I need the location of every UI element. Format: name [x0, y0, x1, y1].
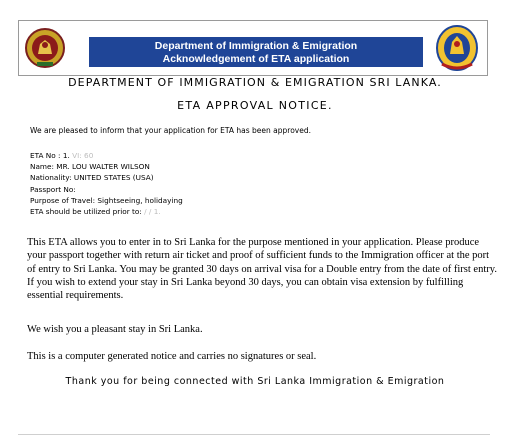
banner-line-1: Department of Immigration & Emigration — [154, 40, 358, 52]
nationality-row: Nationality: UNITED STATES (USA) — [30, 173, 154, 183]
eta-no-label: ETA No : 1. — [30, 151, 70, 160]
eta-details — [30, 150, 183, 217]
utilize-label: ETA should be utilized prior to: — [30, 207, 142, 217]
purpose-row: Purpose of Travel: Sightseeing, holidaying — [30, 195, 183, 205]
eta-terms-paragraph: This ETA allows you to enter in to Sri Lanka for the purpose mentioned in your application. Please produce your passport together with return air ticket and proof of sufficient funds to the Immigration officer at the port of entry to Sri Lanka. You may be granted 30 days on arrival visa for a Double entry from the date of first entry. If you wish to extend your stay in Sri Lanka beyond 30 days, you can obtain visa extension by fulfilling essential requirements. — [27, 237, 497, 302]
name-row: Name: MR. LOU WALTER WILSON — [30, 162, 150, 172]
utilize-row — [30, 206, 183, 217]
pleasant-stay-text: We wish you a pleasant stay in Sri Lanka. — [27, 324, 203, 335]
thanks-footer: Thank you for being connected with Sri Lanka Immigration & Emigration — [65, 376, 445, 387]
banner-line-2: Acknowledgement of ETA application — [162, 52, 350, 65]
notice-title: ETA APPROVAL NOTICE. — [177, 99, 333, 112]
approval-intro: We are pleased to inform that your application for ETA has been approved. — [30, 126, 311, 135]
utilize-value: / / 1. — [144, 207, 161, 217]
immigration-emblem-icon — [432, 24, 482, 72]
header-banner — [89, 37, 423, 67]
computer-generated-notice: This is a computer generated notice and carries no signatures or seal. — [27, 351, 317, 362]
department-title: DEPARTMENT OF IMMIGRATION & EMIGRATION SRI LANKA. — [68, 76, 442, 89]
lion-emblem-icon — [24, 27, 66, 69]
passport-row: Passport No: — [30, 184, 76, 194]
eta-no-value: VI: 60 — [72, 151, 94, 160]
eta-no-row — [30, 150, 183, 161]
footer-divider — [18, 434, 490, 435]
